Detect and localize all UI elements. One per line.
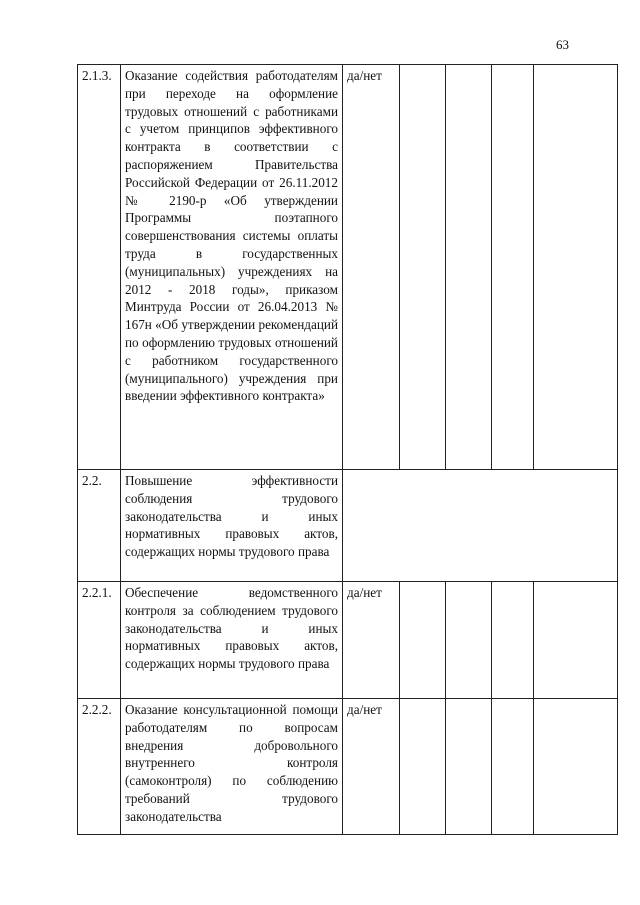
empty-cell	[400, 65, 446, 470]
empty-cell	[492, 65, 534, 470]
table-row-2-1-3	[78, 65, 618, 470]
document-table	[77, 64, 618, 835]
empty-cell	[446, 699, 492, 835]
row-description: Оказание содействия работодателям при переходе на оформление трудовых отношений с работниками с учетом принципов эффективного контракта в соответствии с распоряжением Правительства Российской Федерации от 26.11.2012 № 2190-р «Об утверждении Программы поэтапного совершенствования системы оплаты труда в государственных (муниципальных) учреждениях на 2012 - 2018 годы», приказом Минтруда России от 26.04.2013 № 167н «Об утверждении рекомендаций по оформлению трудовых отношений с работником государственного (муниципального) учреждения при введении эффективного контракта»	[121, 65, 343, 470]
table-row-2-2-1	[78, 582, 618, 699]
empty-cell	[534, 699, 618, 835]
table-row-2-2	[78, 470, 618, 582]
empty-cell	[534, 582, 618, 699]
empty-cell	[534, 65, 618, 470]
empty-cell	[400, 699, 446, 835]
empty-cell	[492, 699, 534, 835]
row-description: Обеспечение ведомственного контроля за соблюдением трудового законодательства и иных нормативных правовых актов, содержащих нормы трудового права	[121, 582, 343, 699]
row-description: Оказание консультационной помощи работодателям по вопросам внедрения добровольного внутреннего контроля (самоконтроля) по соблюдению требований трудового законодательства	[121, 699, 343, 835]
empty-cell	[400, 582, 446, 699]
row-number: 2.2.1.	[78, 582, 121, 699]
row-number: 2.2.2.	[78, 699, 121, 835]
page-number: 63	[556, 37, 569, 52]
answer-cell: да/нет	[343, 582, 400, 699]
row-number: 2.2.	[78, 470, 121, 582]
answer-cell: да/нет	[343, 65, 400, 470]
empty-cell	[492, 582, 534, 699]
answer-cell: да/нет	[343, 699, 400, 835]
table-row-2-2-2	[78, 699, 618, 835]
empty-cell	[446, 582, 492, 699]
merged-empty-cell	[343, 470, 618, 582]
row-description: Повышение эффективности соблюдения трудового законодательства и иных нормативных правовых актов, содержащих нормы трудового права	[121, 470, 343, 582]
empty-cell	[446, 65, 492, 470]
row-number: 2.1.3.	[78, 65, 121, 470]
